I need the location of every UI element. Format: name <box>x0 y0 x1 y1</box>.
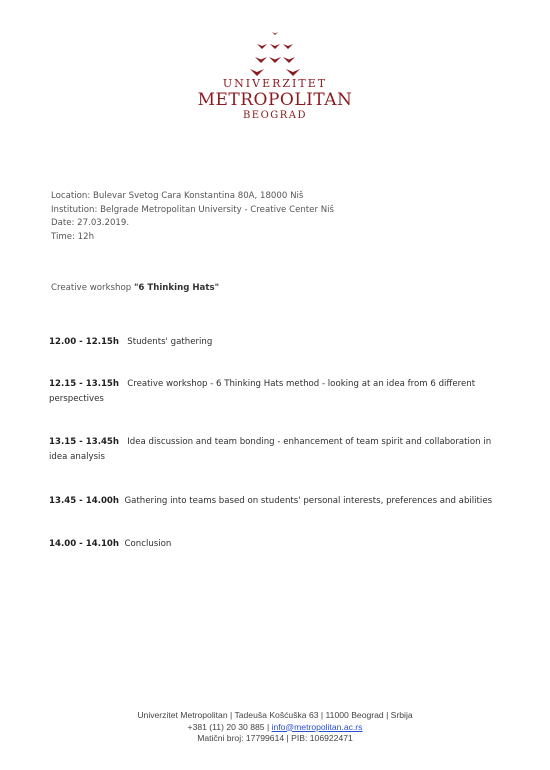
university-logo <box>0 28 550 121</box>
agenda-text: Gathering into teams based on students' personal interests, preferences and abilities <box>124 496 493 506</box>
agenda-time: 14.00 - 14.10h <box>49 539 120 549</box>
agenda-item <box>49 494 504 509</box>
chevron-birds-icon <box>235 28 315 76</box>
agenda-text: Idea discussion and team bonding - enhancement of team spirit and collaboration in idea analysis <box>49 437 492 462</box>
event-info <box>51 190 334 244</box>
footer-email-link[interactable]: info@metropolitan.ac.rs <box>271 721 363 732</box>
agenda-time: 13.45 - 14.00h <box>49 496 120 506</box>
agenda-text: Creative workshop - 6 Thinking Hats method - looking at an idea from 6 different perspectives <box>49 379 476 404</box>
agenda-item <box>49 335 504 350</box>
agenda-item <box>49 537 504 552</box>
logo-text-univerzitet: UNIVERZITET <box>222 77 328 90</box>
agenda-text: Conclusion <box>124 539 172 549</box>
footer-registration: Matični broj: 17799614 | PIB: 106922471 <box>197 733 353 743</box>
footer-contact <box>0 722 550 734</box>
location-line: Location: Bulevar Svetog Cara Konstantina 80A, 18000 Niš <box>51 191 304 201</box>
institution-line: Institution: Belgrade Metropolitan University - Creative Center Niš <box>51 204 335 215</box>
workshop-prefix: Creative workshop <box>51 283 134 293</box>
time-line: Time: 12h <box>51 231 95 242</box>
date-line: Date: 27.03.2019. <box>51 218 130 228</box>
agenda-item <box>49 377 504 407</box>
footer-phone: +381 (11) 20 30 885 | <box>187 721 272 732</box>
page-footer <box>0 710 550 745</box>
workshop-name: "6 Thinking Hats" <box>133 283 220 293</box>
agenda-item <box>49 435 504 465</box>
agenda-time: 12.00 - 12.15h <box>49 337 120 347</box>
agenda-text: Students' gathering <box>127 337 213 347</box>
footer-address: Univerzitet Metropolitan | Tadeuša Košćuška 63 | 11000 Beograd | Srbija <box>137 710 413 720</box>
agenda-time: 12.15 - 13.15h <box>49 379 120 389</box>
workshop-title <box>51 283 219 293</box>
agenda-time: 13.15 - 13.45h <box>49 437 120 447</box>
logo-text-beograd: BEOGRAD <box>242 110 308 121</box>
logo-text-metropolitan: METROPOLITAN <box>197 90 353 110</box>
